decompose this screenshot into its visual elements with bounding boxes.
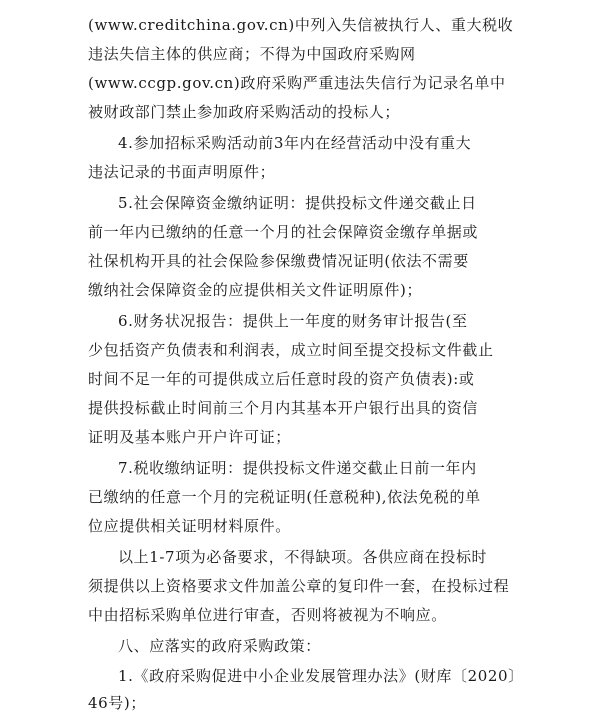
list-item-6-line: 少包括资产负债表和利润表，成立时间至提交投标文件截止 bbox=[88, 341, 494, 359]
list-item-6-line: 6.财务状况报告：提供上一年度的财务审计报告(至 bbox=[118, 312, 468, 330]
list-item-5-line: 社保机构开具的社会保险参保缴费情况证明(依法不需要 bbox=[88, 252, 469, 270]
policy-item-1-line: 46号)； bbox=[88, 694, 146, 712]
body-text-line: 被财政部门禁止参加政府采购活动的投标人； bbox=[88, 103, 401, 121]
summary-paragraph-line: 须提供以上资格要求文件加盖公章的复印件一套，在投标过程 bbox=[88, 577, 510, 595]
list-item-6-line: 时间不足一年的可提供成立后任意时段的资产负债表):或 bbox=[88, 370, 475, 388]
list-item-7-line: 7.税收缴纳证明：提供投标文件递交截止日前一年内 bbox=[118, 459, 477, 477]
list-item-6-line: 提供投标截止时间前三个月内其基本开户银行出具的资信 bbox=[88, 399, 479, 417]
body-text-line: (www.ccgp.gov.cn)政府采购严重违法失信行为记录名单中 bbox=[88, 74, 506, 92]
list-item-6-line: 证明及基本账户开户许可证； bbox=[88, 428, 291, 446]
list-item-5-line: 缴纳社会保障资金的应提供相关文件证明原件)； bbox=[88, 281, 423, 299]
list-item-5-line: 前一年内已缴纳的任意一个月的社会保障资金缴存单据或 bbox=[88, 223, 479, 241]
body-text-line: 违法失信主体的供应商；不得为中国政府采购网 bbox=[88, 45, 416, 63]
list-item-7-line: 位应提供相关证明材料原件。 bbox=[88, 517, 291, 535]
body-text-line: (www.creditchina.gov.cn)中列入失信被执行人、重大税收 bbox=[88, 16, 514, 34]
list-item-4-line: 违法记录的书面声明原件； bbox=[88, 163, 276, 181]
list-item-5-line: 5.社会保障资金缴纳证明：提供投标文件递交截止日 bbox=[118, 194, 477, 212]
summary-paragraph-line: 以上1-7项为必备要求，不得缺项。各供应商在投标时 bbox=[118, 548, 488, 566]
section-heading: 八、应落实的政府采购政策： bbox=[118, 637, 321, 655]
policy-item-1-line: 1.《政府采购促进中小企业发展管理办法》(财库〔2020〕 bbox=[118, 667, 524, 685]
list-item-7-line: 已缴纳的任意一个月的完税证明(任意税种),依法免税的单 bbox=[88, 488, 481, 506]
list-item-4-line: 4.参加招标采购活动前3年内在经营活动中没有重大 bbox=[118, 134, 472, 152]
summary-paragraph-line: 中由招标采购单位进行审查，否则将被视为不响应。 bbox=[88, 606, 447, 624]
